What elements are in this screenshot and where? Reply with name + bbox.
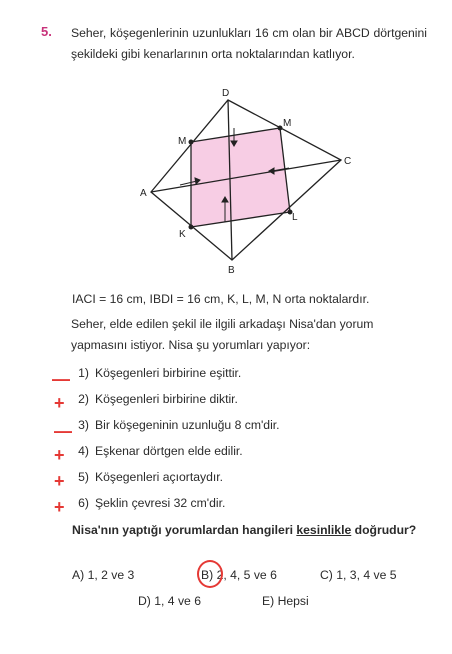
label-c: C xyxy=(344,156,352,167)
comment-number: 2) xyxy=(78,392,89,406)
option-b[interactable]: B) 2, 4, 5 ve 6 xyxy=(201,568,277,582)
comment-text: Köşegenleri birbirine eşittir. xyxy=(95,366,242,380)
label-m-left: M xyxy=(178,136,187,147)
comment-number: 4) xyxy=(78,444,89,458)
comment-number: 6) xyxy=(78,496,89,510)
comment-text: Eşkenar dörtgen elde edilir. xyxy=(95,444,243,458)
quadrilateral-figure xyxy=(0,0,452,300)
comment-text: Köşegenleri birbirine diktir. xyxy=(95,392,238,406)
option-c[interactable]: C) 1, 3, 4 ve 5 xyxy=(320,568,397,582)
answer-circle xyxy=(197,560,223,588)
question-number: 5. xyxy=(41,24,52,39)
question-stem: Seher, köşegenlerinin uzunlukları 16 cm olan bir ABCD dörtgenini şekildeki gibi kenarlarının orta noktalarından katlıyor. xyxy=(71,26,427,61)
comment-item xyxy=(71,470,223,484)
comment-item xyxy=(71,444,243,458)
label-m-right: M xyxy=(283,118,292,129)
comment-number: 1) xyxy=(78,366,89,380)
label-b: B xyxy=(228,265,235,276)
ask-keyword: kesinlikle xyxy=(296,523,352,537)
comment-text: Bir köşegeninin uzunluğu 8 cm'dir. xyxy=(95,418,280,432)
pen-mark: + xyxy=(54,471,65,491)
given-info: IACI = 16 cm, IBDI = 16 cm, K, L, M, N orta noktalardır. xyxy=(72,292,370,306)
label-d: D xyxy=(222,88,230,99)
comment-number: 5) xyxy=(78,470,89,484)
comment-text: Şeklin çevresi 32 cm'dir. xyxy=(95,496,226,510)
comment-item xyxy=(71,496,225,510)
pen-mark: + xyxy=(54,445,65,465)
label-a: A xyxy=(140,188,147,199)
comment-text: Köşegenleri açıortaydır. xyxy=(95,470,224,484)
option-e[interactable]: E) Hepsi xyxy=(262,594,309,608)
comment-item xyxy=(71,392,238,406)
pen-mark: — xyxy=(52,369,70,389)
pen-mark: — xyxy=(54,421,72,441)
label-k: K xyxy=(179,229,186,240)
ask-text: Nisa'nın yaptığı yorumlardan hangileri xyxy=(72,523,297,537)
pen-mark: + xyxy=(54,393,65,413)
question-ask xyxy=(72,519,424,541)
ask-text-end: doğrudur? xyxy=(351,523,417,537)
option-a[interactable]: A) 1, 2 ve 3 xyxy=(72,568,135,582)
question-prompt: Seher, elde edilen şekil ile ilgili arkadaşı Nisa'dan yorum yapmasını istiyor. Nisa şu yorumları yapıyor: xyxy=(71,317,374,352)
option-d[interactable]: D) 1, 4 ve 6 xyxy=(138,594,201,608)
comment-item xyxy=(71,418,280,432)
label-l: L xyxy=(292,212,298,223)
comment-number: 3) xyxy=(78,418,89,432)
pen-mark: + xyxy=(54,497,65,517)
comment-item xyxy=(71,366,241,380)
